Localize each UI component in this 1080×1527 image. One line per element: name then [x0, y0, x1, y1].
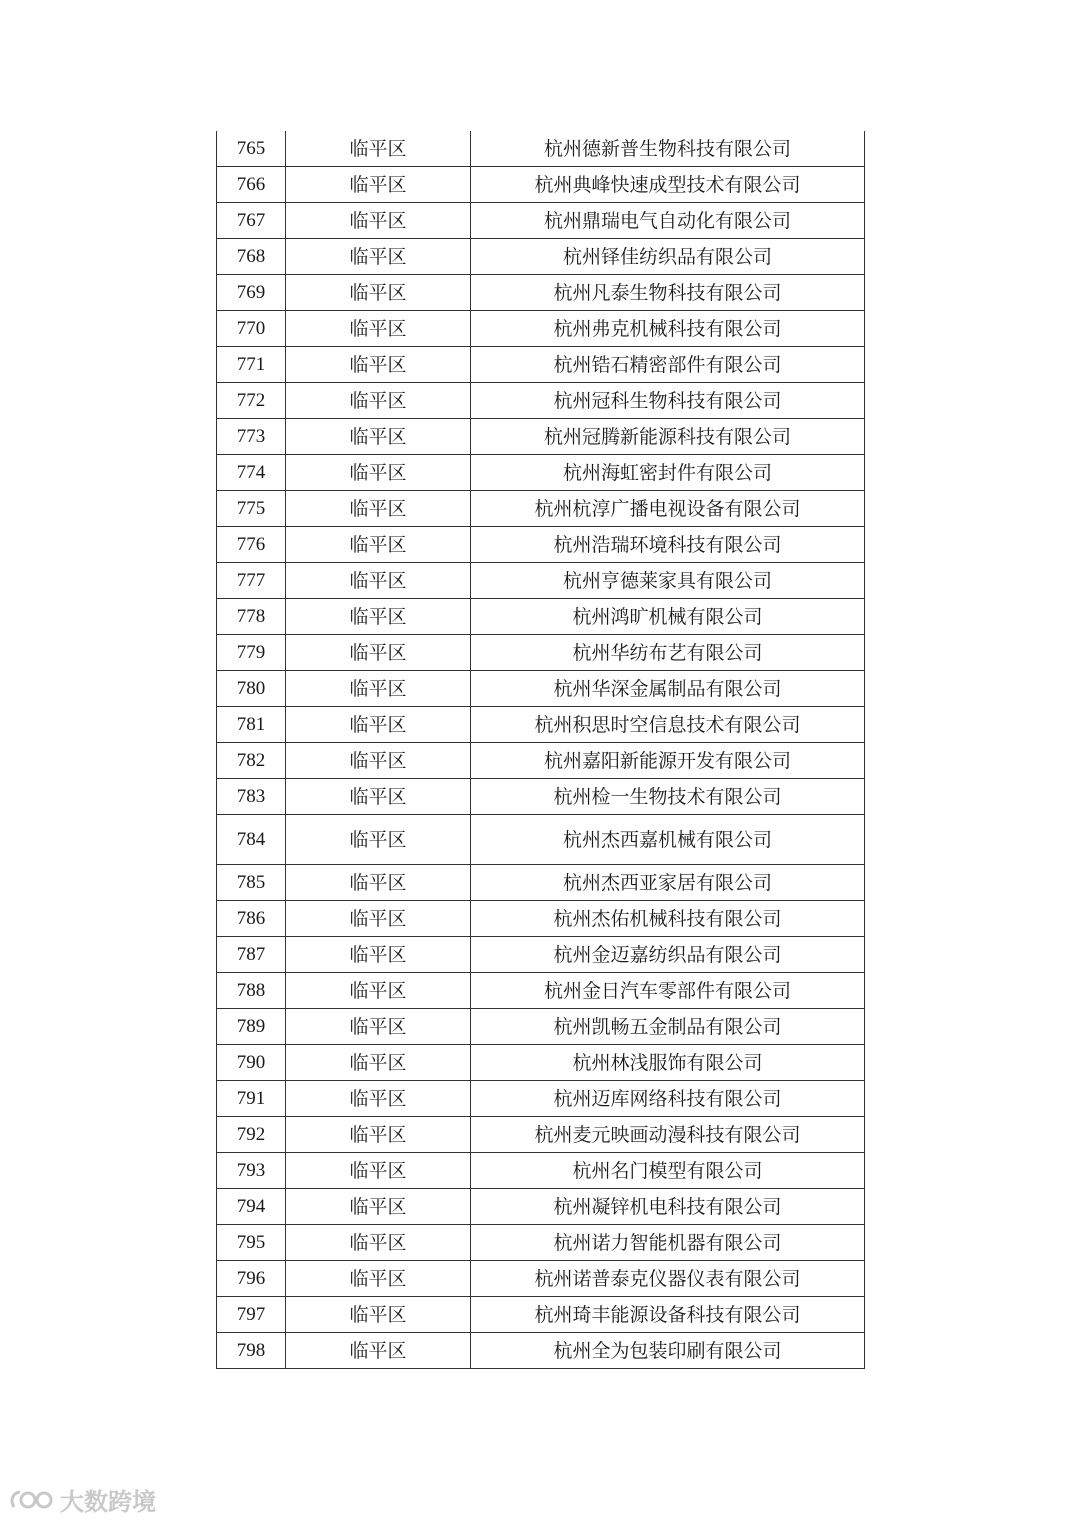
row-number: 779: [217, 635, 286, 671]
row-number: 793: [217, 1153, 286, 1189]
company-name-cell: 杭州检一生物技术有限公司: [471, 779, 865, 815]
company-name-cell: 杭州锆石精密部件有限公司: [471, 347, 865, 383]
company-name-cell: 杭州杰佑机械科技有限公司: [471, 901, 865, 937]
company-name-cell: 杭州全为包装印刷有限公司: [471, 1333, 865, 1369]
row-number: 777: [217, 563, 286, 599]
company-name-cell: 杭州凯畅五金制品有限公司: [471, 1009, 865, 1045]
row-number: 780: [217, 671, 286, 707]
row-number: 787: [217, 937, 286, 973]
row-number: 778: [217, 599, 286, 635]
row-number: 795: [217, 1225, 286, 1261]
district-cell: 临平区: [286, 671, 471, 707]
table-row: [217, 419, 865, 455]
table-row: [217, 527, 865, 563]
district-cell: 临平区: [286, 1225, 471, 1261]
district-cell: 临平区: [286, 1117, 471, 1153]
company-list-table: [216, 131, 865, 1369]
district-cell: 临平区: [286, 1189, 471, 1225]
district-cell: 临平区: [286, 1045, 471, 1081]
company-name-cell: 杭州华深金属制品有限公司: [471, 671, 865, 707]
table-row: [217, 311, 865, 347]
district-cell: 临平区: [286, 563, 471, 599]
district-cell: 临平区: [286, 779, 471, 815]
row-number: 794: [217, 1189, 286, 1225]
table-row: [217, 743, 865, 779]
row-number: 784: [217, 815, 286, 865]
company-name-cell: 杭州林浅服饰有限公司: [471, 1045, 865, 1081]
table-row: [217, 815, 865, 865]
district-cell: 临平区: [286, 865, 471, 901]
company-name-cell: 杭州诺力智能机器有限公司: [471, 1225, 865, 1261]
district-cell: 临平区: [286, 973, 471, 1009]
district-cell: 临平区: [286, 455, 471, 491]
table-row: [217, 455, 865, 491]
watermark: [8, 1482, 156, 1517]
company-name-cell: 杭州海虹密封件有限公司: [471, 455, 865, 491]
row-number: 772: [217, 383, 286, 419]
table-body: [217, 131, 865, 1369]
row-number: 797: [217, 1297, 286, 1333]
district-cell: 临平区: [286, 491, 471, 527]
row-number: 776: [217, 527, 286, 563]
district-cell: 临平区: [286, 203, 471, 239]
company-name-cell: 杭州诺普泰克仪器仪表有限公司: [471, 1261, 865, 1297]
company-name-cell: 杭州琦丰能源设备科技有限公司: [471, 1297, 865, 1333]
company-name-cell: 杭州杭淳广播电视设备有限公司: [471, 491, 865, 527]
row-number: 791: [217, 1081, 286, 1117]
table-row: [217, 1189, 865, 1225]
company-name-cell: 杭州麦元映画动漫科技有限公司: [471, 1117, 865, 1153]
row-number: 781: [217, 707, 286, 743]
district-cell: 临平区: [286, 937, 471, 973]
district-cell: 临平区: [286, 167, 471, 203]
company-name-cell: 杭州华纺布艺有限公司: [471, 635, 865, 671]
table-row: [217, 1153, 865, 1189]
company-name-cell: 杭州冠科生物科技有限公司: [471, 383, 865, 419]
table-row: [217, 203, 865, 239]
table-row: [217, 901, 865, 937]
table-row: [217, 779, 865, 815]
row-number: 782: [217, 743, 286, 779]
row-number: 785: [217, 865, 286, 901]
district-cell: 临平区: [286, 1153, 471, 1189]
district-cell: 临平区: [286, 1261, 471, 1297]
table-row: [217, 1225, 865, 1261]
company-name-cell: 杭州嘉阳新能源开发有限公司: [471, 743, 865, 779]
company-name-cell: 杭州杰西亚家居有限公司: [471, 865, 865, 901]
company-name-cell: 杭州凡泰生物科技有限公司: [471, 275, 865, 311]
table-row: [217, 1117, 865, 1153]
company-name-cell: 杭州铎佳纺织品有限公司: [471, 239, 865, 275]
district-cell: 临平区: [286, 815, 471, 865]
table-row: [217, 167, 865, 203]
row-number: 774: [217, 455, 286, 491]
district-cell: 临平区: [286, 239, 471, 275]
district-cell: 临平区: [286, 383, 471, 419]
district-cell: 临平区: [286, 527, 471, 563]
company-name-cell: 杭州积思时空信息技术有限公司: [471, 707, 865, 743]
logo-icon: [8, 1487, 56, 1513]
row-number: 790: [217, 1045, 286, 1081]
company-name-cell: 杭州鼎瑞电气自动化有限公司: [471, 203, 865, 239]
table-row: [217, 671, 865, 707]
district-cell: 临平区: [286, 1081, 471, 1117]
table-row: [217, 865, 865, 901]
company-name-cell: 杭州金迈嘉纺织品有限公司: [471, 937, 865, 973]
table-row: [217, 1081, 865, 1117]
row-number: 769: [217, 275, 286, 311]
row-number: 775: [217, 491, 286, 527]
table-row: [217, 937, 865, 973]
table-row: [217, 275, 865, 311]
row-number: 796: [217, 1261, 286, 1297]
table-row: [217, 383, 865, 419]
row-number: 766: [217, 167, 286, 203]
table-row: [217, 1297, 865, 1333]
row-number: 788: [217, 973, 286, 1009]
district-cell: 临平区: [286, 131, 471, 167]
district-cell: 临平区: [286, 275, 471, 311]
table-row: [217, 1009, 865, 1045]
district-cell: 临平区: [286, 1297, 471, 1333]
district-cell: 临平区: [286, 311, 471, 347]
row-number: 771: [217, 347, 286, 383]
row-number: 765: [217, 131, 286, 167]
district-cell: 临平区: [286, 599, 471, 635]
table-row: [217, 599, 865, 635]
table-row: [217, 973, 865, 1009]
company-name-cell: 杭州典峰快速成型技术有限公司: [471, 167, 865, 203]
row-number: 770: [217, 311, 286, 347]
company-name-cell: 杭州弗克机械科技有限公司: [471, 311, 865, 347]
company-name-cell: 杭州鸿旷机械有限公司: [471, 599, 865, 635]
district-cell: 临平区: [286, 635, 471, 671]
watermark-text: 大数跨境: [60, 1488, 156, 1516]
company-name-cell: 杭州德新普生物科技有限公司: [471, 131, 865, 167]
company-name-cell: 杭州浩瑞环境科技有限公司: [471, 527, 865, 563]
row-number: 786: [217, 901, 286, 937]
district-cell: 临平区: [286, 901, 471, 937]
table-row: [217, 563, 865, 599]
row-number: 789: [217, 1009, 286, 1045]
district-cell: 临平区: [286, 707, 471, 743]
company-name-cell: 杭州名门模型有限公司: [471, 1153, 865, 1189]
district-cell: 临平区: [286, 347, 471, 383]
district-cell: 临平区: [286, 419, 471, 455]
company-name-cell: 杭州金日汽车零部件有限公司: [471, 973, 865, 1009]
company-name-cell: 杭州冠腾新能源科技有限公司: [471, 419, 865, 455]
table-row: [217, 1045, 865, 1081]
row-number: 773: [217, 419, 286, 455]
table-row: [217, 239, 865, 275]
table-row: [217, 131, 865, 167]
row-number: 768: [217, 239, 286, 275]
table-row: [217, 1261, 865, 1297]
row-number: 767: [217, 203, 286, 239]
table-row: [217, 635, 865, 671]
company-name-cell: 杭州杰西嘉机械有限公司: [471, 815, 865, 865]
district-cell: 临平区: [286, 1009, 471, 1045]
table-row: [217, 707, 865, 743]
row-number: 783: [217, 779, 286, 815]
table-row: [217, 491, 865, 527]
district-cell: 临平区: [286, 743, 471, 779]
table-row: [217, 1333, 865, 1369]
row-number: 798: [217, 1333, 286, 1369]
table-row: [217, 347, 865, 383]
district-cell: 临平区: [286, 1333, 471, 1369]
company-name-cell: 杭州亨德莱家具有限公司: [471, 563, 865, 599]
company-name-cell: 杭州迈库网络科技有限公司: [471, 1081, 865, 1117]
company-name-cell: 杭州凝锌机电科技有限公司: [471, 1189, 865, 1225]
row-number: 792: [217, 1117, 286, 1153]
